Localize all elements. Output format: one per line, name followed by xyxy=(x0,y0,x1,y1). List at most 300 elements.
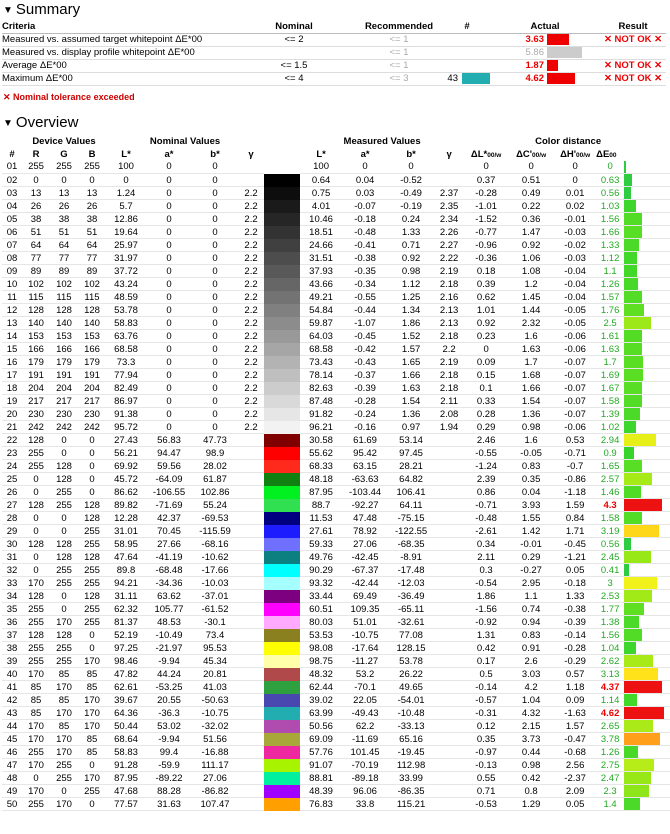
device-r: 64 xyxy=(22,239,50,252)
delta-c: 1.7 xyxy=(508,356,554,369)
patch-row xyxy=(2,395,670,408)
patch-num: 09 xyxy=(2,265,22,278)
measured-l: 91.07 xyxy=(300,759,342,772)
measured-a: 96.06 xyxy=(342,785,388,798)
nominal-gamma xyxy=(238,564,264,577)
nominal-b: 0 xyxy=(192,200,238,213)
measured-gamma xyxy=(434,486,464,499)
color-swatch xyxy=(264,785,300,798)
delta-e-bar xyxy=(624,278,638,290)
recommended-header: Recommended xyxy=(354,20,444,33)
patch-num: 48 xyxy=(2,772,22,785)
delta-c: 2.6 xyxy=(508,655,554,668)
device-r: 0 xyxy=(22,564,50,577)
delta-c: 1.54 xyxy=(508,395,554,408)
nominal-gamma xyxy=(238,590,264,603)
overview-title: Overview xyxy=(15,113,79,131)
summary-header[interactable] xyxy=(0,0,670,20)
nominal-gamma xyxy=(238,629,264,642)
delta-l: -0.54 xyxy=(464,577,508,590)
measured-a: -49.43 xyxy=(342,707,388,720)
device-g: 26 xyxy=(50,200,78,213)
delta-h: 0.05 xyxy=(554,564,596,577)
nominal-gamma: 2.2 xyxy=(238,304,264,317)
delta-e-bar-cell xyxy=(624,304,670,317)
measured-l: 68.58 xyxy=(300,343,342,356)
delta-h: 1.57 xyxy=(554,720,596,733)
measured-b: -33.13 xyxy=(388,720,434,733)
measured-gamma xyxy=(434,642,464,655)
device-r: 128 xyxy=(22,304,50,317)
measured-l: 87.48 xyxy=(300,395,342,408)
measured-gamma: 2.13 xyxy=(434,304,464,317)
patch-num: 21 xyxy=(2,421,22,434)
color-swatch xyxy=(264,421,300,434)
nominal-b: 0 xyxy=(192,330,238,343)
measured-a: 109.35 xyxy=(342,603,388,616)
nominal-gamma xyxy=(238,486,264,499)
delta-c: 0.04 xyxy=(508,486,554,499)
device-g: 170 xyxy=(50,681,78,694)
measured-a: 62.2 xyxy=(342,720,388,733)
delta-h: -0.04 xyxy=(554,265,596,278)
nominal-b: 0 xyxy=(192,252,238,265)
measured-l: 60.51 xyxy=(300,603,342,616)
summary-row xyxy=(2,72,666,85)
nominal-b: 0 xyxy=(192,291,238,304)
delta-e-bar xyxy=(624,694,637,706)
nominal-a: 0 xyxy=(146,213,192,226)
nominal-gamma xyxy=(238,707,264,720)
device-g: 85 xyxy=(50,668,78,681)
measured-l: 59.87 xyxy=(300,317,342,330)
nominal-l: 43.24 xyxy=(106,278,146,291)
device-r: 170 xyxy=(22,733,50,746)
device-g: 0 xyxy=(50,525,78,538)
delta-e-value: 3.78 xyxy=(596,733,624,746)
measured-l: 54.84 xyxy=(300,304,342,317)
device-r: 89 xyxy=(22,265,50,278)
delta-h: 0 xyxy=(554,161,596,174)
actual-bar xyxy=(547,47,582,58)
actual-bar-cell xyxy=(544,59,600,72)
nominal-a: 0 xyxy=(146,291,192,304)
color-swatch xyxy=(264,460,300,473)
color-swatch xyxy=(264,239,300,252)
delta-e-value: 1.76 xyxy=(596,304,624,317)
nominal-b: -37.01 xyxy=(192,590,238,603)
device-g: 128 xyxy=(50,473,78,486)
device-r: 102 xyxy=(22,278,50,291)
color-swatch xyxy=(264,330,300,343)
device-b: 85 xyxy=(78,746,106,759)
measured-b: 53.78 xyxy=(388,655,434,668)
measured-l: 100 xyxy=(300,161,342,174)
measured-a: 27.06 xyxy=(342,538,388,551)
delta-e-value: 0.9 xyxy=(596,447,624,460)
device-r: 179 xyxy=(22,356,50,369)
measured-gamma: 2.27 xyxy=(434,239,464,252)
delta-h: 1.33 xyxy=(554,590,596,603)
device-r: 170 xyxy=(22,577,50,590)
nominal-a: 70.45 xyxy=(146,525,192,538)
measured-a: -0.45 xyxy=(342,330,388,343)
measured-b: 1.33 xyxy=(388,226,434,239)
nominal-gamma: 2.2 xyxy=(238,369,264,382)
nominal-a: 0 xyxy=(146,252,192,265)
num-header: # xyxy=(444,20,490,33)
delta-e-bar xyxy=(624,733,660,745)
device-r: 128 xyxy=(22,499,50,512)
device-g: 0 xyxy=(50,512,78,525)
measured-a: -0.55 xyxy=(342,291,388,304)
delta-l: 0.92 xyxy=(464,317,508,330)
patch-row xyxy=(2,265,670,278)
measured-b: 1.36 xyxy=(388,408,434,421)
nominal-a: -89.22 xyxy=(146,772,192,785)
delta-e-value: 4.37 xyxy=(596,681,624,694)
measured-gamma xyxy=(434,772,464,785)
nominal-gamma xyxy=(238,174,264,187)
delta-e-bar-cell xyxy=(624,642,670,655)
delta-l: -0.96 xyxy=(464,239,508,252)
measured-l: 98.08 xyxy=(300,642,342,655)
device-r: 128 xyxy=(22,538,50,551)
device-b: 0 xyxy=(78,486,106,499)
delta-h: -0.04 xyxy=(554,291,596,304)
delta-e-value: 3.19 xyxy=(596,525,624,538)
collapse-triangle-icon[interactable]: ▼ xyxy=(3,5,13,16)
device-b: 89 xyxy=(78,265,106,278)
overview-header[interactable] xyxy=(0,113,670,133)
patch-row xyxy=(2,785,670,798)
measured-gamma xyxy=(434,434,464,447)
criteria-cell: Maximum ΔE*00 xyxy=(2,72,234,85)
delta-e-bar-cell xyxy=(624,499,670,512)
color-swatch xyxy=(264,590,300,603)
delta-h: 1.18 xyxy=(554,681,596,694)
delta-e-bar xyxy=(624,785,649,797)
device-b: 102 xyxy=(78,278,106,291)
measured-l: 0.75 xyxy=(300,187,342,200)
measured-a: -103.44 xyxy=(342,486,388,499)
delta-e-value: 4.62 xyxy=(596,707,624,720)
criteria-cell: Average ΔE*00 xyxy=(2,59,234,72)
color-swatch xyxy=(264,408,300,421)
patch-row xyxy=(2,629,670,642)
measured-b: -65.11 xyxy=(388,603,434,616)
delta-c: 1.1 xyxy=(508,590,554,603)
measured-l: 63.99 xyxy=(300,707,342,720)
delta-h: 0.57 xyxy=(554,668,596,681)
device-b: 0 xyxy=(78,629,106,642)
patch-row xyxy=(2,330,670,343)
actual-bar-cell xyxy=(544,72,600,85)
actual-cell: 5.86 xyxy=(490,46,544,59)
measured-gamma: 2.19 xyxy=(434,356,464,369)
measured-l: 64.03 xyxy=(300,330,342,343)
delta-h: -0.07 xyxy=(554,395,596,408)
measured-gamma xyxy=(434,681,464,694)
color-swatch xyxy=(264,187,300,200)
device-g: 128 xyxy=(50,551,78,564)
patch-row xyxy=(2,681,670,694)
device-b: 115 xyxy=(78,291,106,304)
delta-l: 0.5 xyxy=(464,668,508,681)
patch-num: 20 xyxy=(2,408,22,421)
device-g: 242 xyxy=(50,421,78,434)
delta-e-bar-cell xyxy=(624,564,670,577)
nominal-l: 68.58 xyxy=(106,343,146,356)
nominal-a: 0 xyxy=(146,226,192,239)
nominal-b: 102.86 xyxy=(192,486,238,499)
actual-bar xyxy=(547,60,558,71)
device-b: 13 xyxy=(78,187,106,200)
measured-b: 112.98 xyxy=(388,759,434,772)
delta-e-bar-cell xyxy=(624,174,670,187)
actual-bar-cell xyxy=(544,46,600,59)
delta-c: 1.63 xyxy=(508,343,554,356)
device-g: 170 xyxy=(50,798,78,811)
delta-c: 1.04 xyxy=(508,694,554,707)
measured-l: 0.64 xyxy=(300,174,342,187)
measured-l: 37.93 xyxy=(300,265,342,278)
nominal-a: 0 xyxy=(146,265,192,278)
nominal-a: 59.56 xyxy=(146,460,192,473)
device-b: 217 xyxy=(78,395,106,408)
collapse-triangle-icon[interactable]: ▼ xyxy=(3,117,13,129)
device-r: 255 xyxy=(22,161,50,174)
delta-h: 0.84 xyxy=(554,512,596,525)
measured-a: -0.28 xyxy=(342,395,388,408)
patch-row xyxy=(2,707,670,720)
measured-gamma xyxy=(434,564,464,577)
device-r: 255 xyxy=(22,447,50,460)
delta-c: 1.06 xyxy=(508,252,554,265)
nominal-l: 81.37 xyxy=(106,616,146,629)
nominal-gamma xyxy=(238,447,264,460)
measured-gamma xyxy=(434,447,464,460)
device-g: 255 xyxy=(50,642,78,655)
delta-e-bar xyxy=(624,525,659,537)
measured-gamma xyxy=(434,603,464,616)
measured-gamma: 2.18 xyxy=(434,330,464,343)
delta-e-bar xyxy=(624,447,634,459)
delta-e-bar-cell xyxy=(624,369,670,382)
device-b: 255 xyxy=(78,564,106,577)
nominal-gamma xyxy=(238,551,264,564)
measured-b: 53.14 xyxy=(388,434,434,447)
delta-c: 0.94 xyxy=(508,616,554,629)
measured-b: 106.41 xyxy=(388,486,434,499)
delta-c: 0.44 xyxy=(508,746,554,759)
measured-a: -42.44 xyxy=(342,577,388,590)
measured-a: -70.1 xyxy=(342,681,388,694)
delta-l: 0.55 xyxy=(464,772,508,785)
device-g: 0 xyxy=(50,603,78,616)
patch-row xyxy=(2,239,670,252)
measured-l: 82.63 xyxy=(300,382,342,395)
device-b: 128 xyxy=(78,499,106,512)
delta-c: 0.51 xyxy=(508,174,554,187)
delta-l: -0.97 xyxy=(464,746,508,759)
delta-l: -0.48 xyxy=(464,512,508,525)
delta-h: -2.37 xyxy=(554,772,596,785)
device-r: 217 xyxy=(22,395,50,408)
device-g: 115 xyxy=(50,291,78,304)
delta-e-value: 2.5 xyxy=(596,317,624,330)
delta-l: 0.3 xyxy=(464,564,508,577)
measured-gamma: 2.16 xyxy=(434,291,464,304)
delta-c: 0.83 xyxy=(508,629,554,642)
delta-e-bar xyxy=(624,759,654,771)
delta-e-bar xyxy=(624,551,651,563)
result-cell xyxy=(600,46,666,59)
delta-c: 3.73 xyxy=(508,733,554,746)
nominal-a: 0 xyxy=(146,317,192,330)
measured-gamma xyxy=(434,538,464,551)
measured-b: -10.48 xyxy=(388,707,434,720)
nominal-b: 0 xyxy=(192,187,238,200)
color-swatch xyxy=(264,252,300,265)
delta-l: -0.53 xyxy=(464,798,508,811)
delta-e-value: 0 xyxy=(596,161,624,174)
measured-a: -0.43 xyxy=(342,356,388,369)
delta-e-bar-cell xyxy=(624,278,670,291)
delta-e-bar-cell xyxy=(624,668,670,681)
device-g: 255 xyxy=(50,655,78,668)
device-g: 153 xyxy=(50,330,78,343)
measured-a: -11.69 xyxy=(342,733,388,746)
patch-row xyxy=(2,577,670,590)
measured-b: 28.21 xyxy=(388,460,434,473)
delta-c: -0.01 xyxy=(508,538,554,551)
patch-swatch xyxy=(462,73,490,84)
device-b: 153 xyxy=(78,330,106,343)
measured-gamma xyxy=(434,785,464,798)
measured-gamma xyxy=(434,655,464,668)
delta-e-bar-cell xyxy=(624,317,670,330)
measured-b: 77.08 xyxy=(388,629,434,642)
color-swatch xyxy=(264,213,300,226)
device-g: 230 xyxy=(50,408,78,421)
patch-num: 06 xyxy=(2,226,22,239)
measured-gamma: 2.22 xyxy=(434,252,464,265)
patch-num: 44 xyxy=(2,720,22,733)
device-b: 230 xyxy=(78,408,106,421)
nominal-l: 62.32 xyxy=(106,603,146,616)
nominal-l: 47.82 xyxy=(106,668,146,681)
device-r: 85 xyxy=(22,681,50,694)
delta-l: 0.09 xyxy=(464,356,508,369)
device-g: 255 xyxy=(50,759,78,772)
patch-num: 03 xyxy=(2,187,22,200)
device-r: 255 xyxy=(22,655,50,668)
color-swatch xyxy=(264,733,300,746)
nominal-a: 105.77 xyxy=(146,603,192,616)
delta-e-value: 1.33 xyxy=(596,239,624,252)
delta-h: 1.59 xyxy=(554,499,596,512)
col-measured-a: a* xyxy=(360,148,370,160)
measured-b: 49.65 xyxy=(388,681,434,694)
measured-b: 1.57 xyxy=(388,343,434,356)
delta-e-value: 1.26 xyxy=(596,278,624,291)
delta-e-bar-cell xyxy=(624,681,670,694)
nominal-values-header: Nominal Values xyxy=(149,135,221,147)
patch-num: 26 xyxy=(2,486,22,499)
result-cell: ✕ NOT OK ✕ xyxy=(600,33,666,46)
delta-l: 2.39 xyxy=(464,473,508,486)
patch-row xyxy=(2,616,670,629)
delta-c: 3.03 xyxy=(508,668,554,681)
delta-h: -1.18 xyxy=(554,486,596,499)
delta-l: -0.13 xyxy=(464,759,508,772)
patch-row xyxy=(2,642,670,655)
device-r: 0 xyxy=(22,772,50,785)
patch-row xyxy=(2,278,670,291)
delta-h: -0.47 xyxy=(554,733,596,746)
measured-a: 101.45 xyxy=(342,746,388,759)
color-swatch xyxy=(264,291,300,304)
measured-l: 43.66 xyxy=(300,278,342,291)
patch-num: 42 xyxy=(2,694,22,707)
nominal-a: -71.69 xyxy=(146,499,192,512)
device-g: 128 xyxy=(50,629,78,642)
patch-num: 07 xyxy=(2,239,22,252)
device-b: 77 xyxy=(78,252,106,265)
delta-e-value: 0.56 xyxy=(596,187,624,200)
measured-b: 0.97 xyxy=(388,421,434,434)
nominal-gamma: 2.2 xyxy=(238,265,264,278)
delta-c: 1.47 xyxy=(508,226,554,239)
patch-row xyxy=(2,798,670,811)
device-g: 255 xyxy=(50,772,78,785)
color-swatch xyxy=(264,798,300,811)
device-r: 128 xyxy=(22,434,50,447)
color-swatch xyxy=(264,200,300,213)
device-g: 204 xyxy=(50,382,78,395)
nominal-cell xyxy=(234,46,354,59)
delta-l: -2.61 xyxy=(464,525,508,538)
delta-l: 0.42 xyxy=(464,642,508,655)
measured-l: 91.82 xyxy=(300,408,342,421)
color-swatch xyxy=(264,226,300,239)
measured-b: -17.48 xyxy=(388,564,434,577)
delta-l: 0.62 xyxy=(464,291,508,304)
delta-e-bar-cell xyxy=(624,629,670,642)
device-b: 242 xyxy=(78,421,106,434)
delta-e-bar xyxy=(624,486,641,498)
delta-c: 1.42 xyxy=(508,525,554,538)
device-r: 255 xyxy=(22,460,50,473)
nominal-b: -10.75 xyxy=(192,707,238,720)
nominal-gamma xyxy=(238,473,264,486)
delta-e-value: 1.56 xyxy=(596,213,624,226)
delta-e-bar xyxy=(624,629,642,641)
measured-a: -42.45 xyxy=(342,551,388,564)
patch-row xyxy=(2,369,670,382)
delta-l: 0.1 xyxy=(464,382,508,395)
device-g: 64 xyxy=(50,239,78,252)
delta-e-bar xyxy=(624,590,652,602)
delta-e-bar xyxy=(624,304,644,316)
delta-e-bar-cell xyxy=(624,408,670,421)
patch-num: 30 xyxy=(2,538,22,551)
device-g: 128 xyxy=(50,460,78,473)
delta-e-value: 1.02 xyxy=(596,421,624,434)
nominal-gamma xyxy=(238,759,264,772)
delta-l: 0.37 xyxy=(464,174,508,187)
